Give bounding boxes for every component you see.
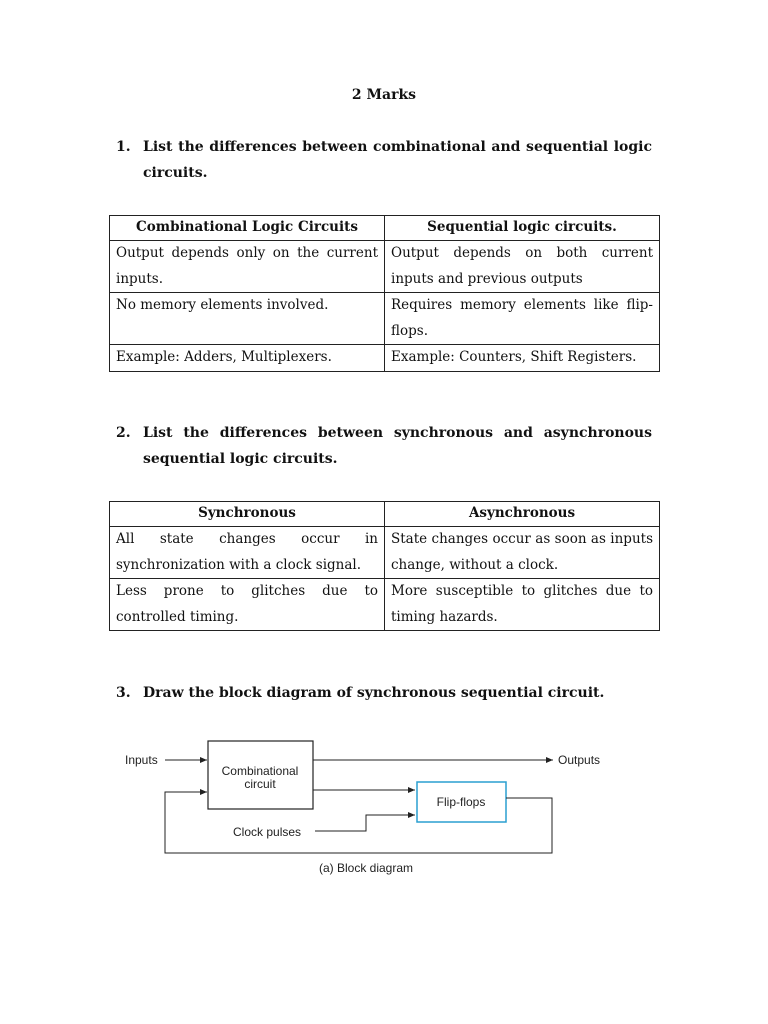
table-row	[110, 293, 660, 345]
clock-arrow	[315, 815, 415, 831]
table-cell: Example: Adders, Multiplexers.	[110, 345, 385, 372]
table-cell: No memory elements involved.	[110, 293, 385, 345]
clock-pulses-label: Clock pulses	[233, 825, 302, 839]
question-number: 2.	[116, 425, 131, 441]
block-diagram	[120, 732, 620, 882]
comparison-table-combinational-sequential	[109, 215, 660, 372]
page-title: 2 Marks	[351, 87, 417, 103]
comparison-table-synchronous-asynchronous	[109, 501, 660, 631]
question-2	[116, 420, 652, 472]
table-header: Asynchronous	[385, 502, 660, 527]
table-cell: Output depends on both current inputs and previous outputs	[385, 241, 660, 293]
table-row	[110, 345, 660, 372]
table-cell: Less prone to glitches due to controlled timing.	[110, 579, 385, 631]
table-row	[110, 241, 660, 293]
table-header-row	[110, 216, 660, 241]
question-number: 1.	[116, 139, 131, 155]
table-cell: Output depends only on the current inputs.	[110, 241, 385, 293]
question-text: List the differences between combinational and sequential logic circuits.	[143, 139, 652, 181]
question-number: 3.	[116, 685, 131, 701]
table-cell: All state changes occur in synchronization with a clock signal.	[110, 527, 385, 579]
table-cell: Requires memory elements like flip-flops.	[385, 293, 660, 345]
outputs-label: Outputs	[558, 753, 601, 767]
table-cell: State changes occur as soon as inputs change, without a clock.	[385, 527, 660, 579]
question-1	[116, 134, 652, 186]
table-header-row	[110, 502, 660, 527]
inputs-label: Inputs	[125, 753, 158, 767]
combinational-label-line1: Combinational	[221, 764, 299, 778]
question-text: Draw the block diagram of synchronous sequential circuit.	[143, 685, 605, 701]
table-header: Synchronous	[110, 502, 385, 527]
combinational-label-line2: circuit	[244, 777, 276, 791]
table-header: Combinational Logic Circuits	[110, 216, 385, 241]
diagram-caption: (a) Block diagram	[318, 861, 414, 875]
flip-flops-label: Flip-flops	[436, 795, 486, 809]
table-header: Sequential logic circuits.	[385, 216, 660, 241]
question-text: List the differences between synchronous and asynchronous sequential logic circuits.	[143, 425, 652, 467]
table-cell: More susceptible to glitches due to timing hazards.	[385, 579, 660, 631]
table-row	[110, 579, 660, 631]
question-3	[116, 680, 652, 706]
table-cell: Example: Counters, Shift Registers.	[385, 345, 660, 372]
table-row	[110, 527, 660, 579]
